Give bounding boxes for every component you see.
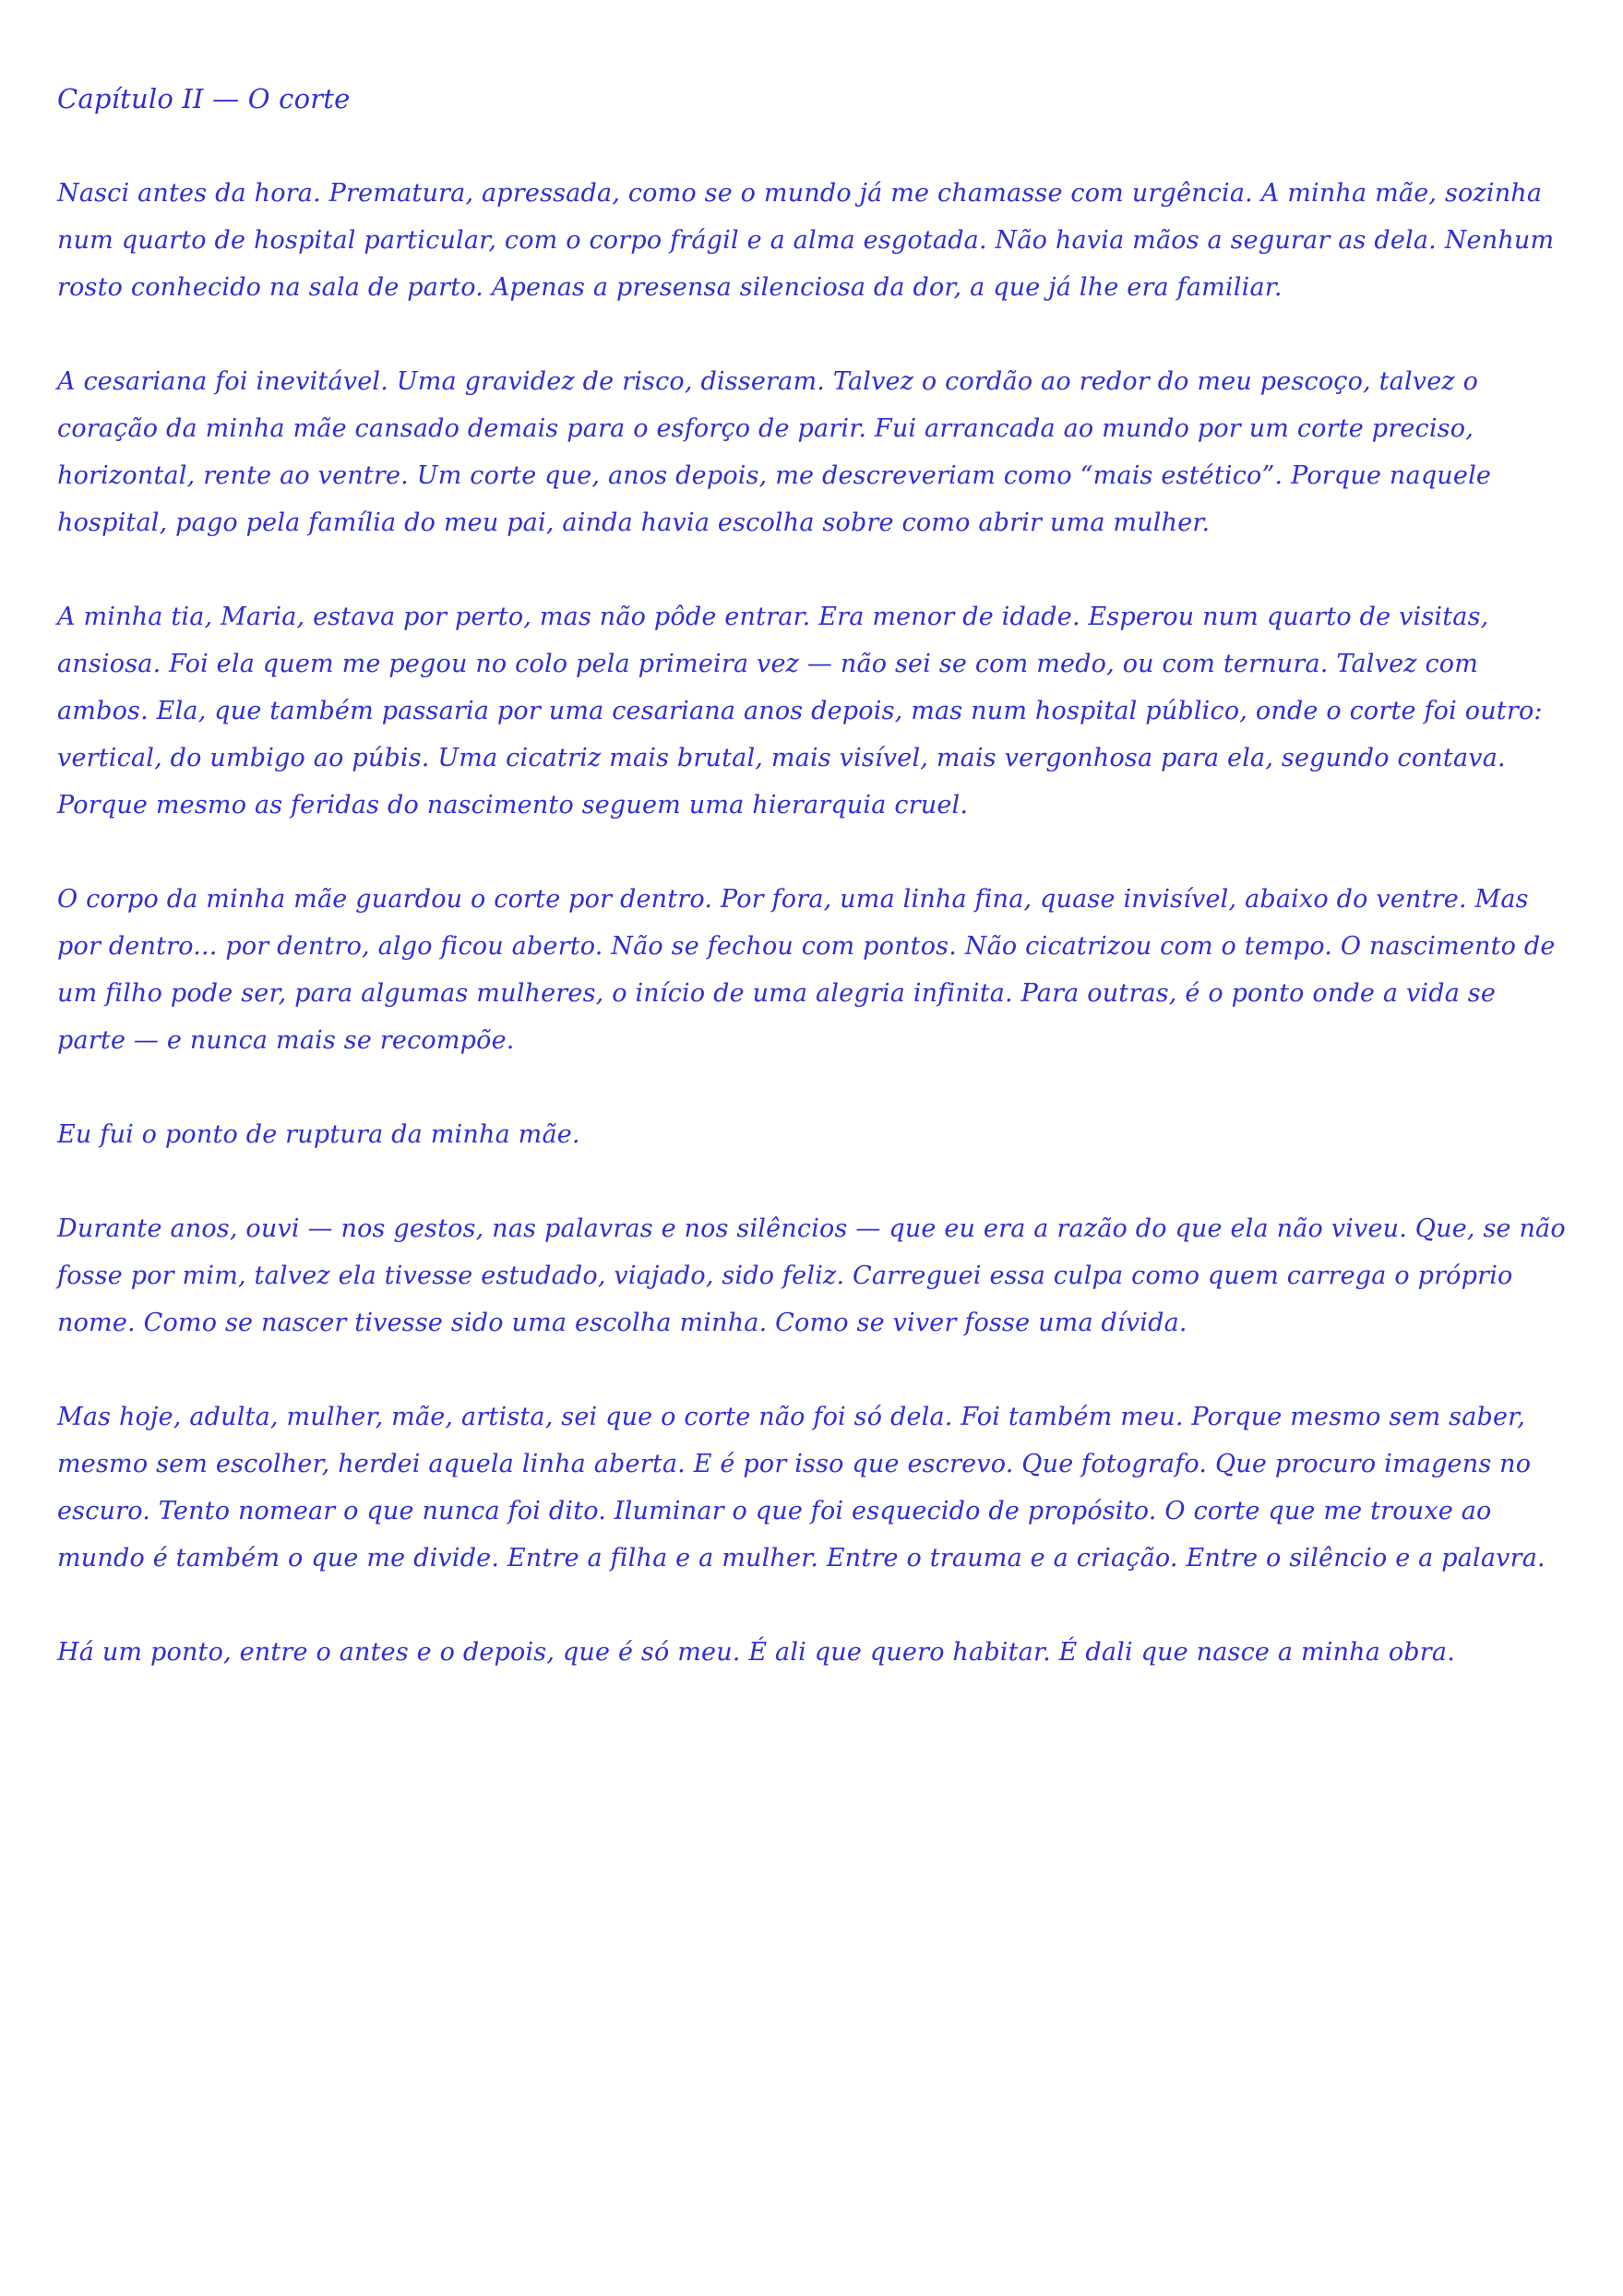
paragraph-8: Há um ponto, entre o antes e o depois, que é só meu. É ali que quero habitar. É dali que nasce a minha obra. [57, 1638, 1455, 1667]
chapter-title: Capítulo II — O corte [57, 83, 351, 114]
paragraph-7: Mas hoje, adulta, mulher, mãe, artista, sei que o corte não foi só dela. Foi também meu. Porque mesmo sem saber, mesmo sem escolher, herdei aquela linha aberta. E é por isso que escrevo. Que fotografo. Que procuro imagens no escuro. Tento nomear o que nunca foi dito. Iluminar o que foi esquecido de propósito. O corte que me trouxe ao mundo é também o que me divide. Entre a filha e a mulher. Entre o trauma e a criação. Entre o silêncio e a palavra. [57, 1403, 1545, 1573]
paragraph-6: Durante anos, ouvi — nos gestos, nas palavras e nos silêncios — que eu era a razão do que ela não viveu. Que, se não fosse por mim, talvez ela tivesse estudado, viajado, sido feliz. Carreguei essa culpa como quem carrega o próprio nome. Como se nascer tivesse sido uma escolha minha. Como se viver fosse uma dívida. [57, 1214, 1566, 1337]
paragraph-2: A cesariana foi inevitável. Uma gravidez de risco, disseram. Talvez o cordão ao redor do meu pescoço, talvez o coração da minha mãe cansado demais para o esforço de parir. Fui arrancada ao mundo por um corte preciso, horizontal, rente ao ventre. Um corte que, anos depois, me descreveriam como “mais estético”. Porque naquele hospital, pago pela família do meu pai, ainda havia escolha sobre como abrir uma mulher. [57, 367, 1492, 537]
handwritten-text-body [57, 76, 1570, 1723]
paragraph-5: Eu fui o ponto de ruptura da minha mãe. [57, 1120, 580, 1149]
paragraph-3: A minha tia, Maria, estava por perto, mas não pôde entrar. Era menor de idade. Esperou num quarto de visitas, ansiosa. Foi ela quem me pegou no colo pela primeira vez — não sei se com medo, ou com ternura. Talvez com ambos. Ela, que também passaria por uma cesariana anos depois, mas num hospital público, onde o corte foi outro: vertical, do umbigo ao púbis. Uma cicatriz mais brutal, mais visível, mais vergonhosa para ela, segundo contava. Porque mesmo as feridas do nascimento seguem uma hierarquia cruel. [57, 603, 1543, 819]
paragraph-1: Nasci antes da hora. Prematura, apressada, como se o mundo já me chamasse com urgência. A minha mãe, sozinha num quarto de hospital particular, com o corpo frágil e a alma esgotada. Não havia mãos a segurar as dela. Nenhum rosto conhecido na sala de parto. Apenas a presensa silenciosa da dor, a que já lhe era familiar. [57, 179, 1555, 302]
paragraph-4: O corpo da minha mãe guardou o corte por dentro. Por fora, uma linha fina, quase invisível, abaixo do ventre. Mas por dentro... por dentro, algo ficou aberto. Não se fechou com pontos. Não cicatrizou com o tempo. O nascimento de um filho pode ser, para algumas mulheres, o início de uma alegria infinita. Para outras, é o ponto onde a vida se parte — e nunca mais se recompõe. [57, 885, 1556, 1055]
